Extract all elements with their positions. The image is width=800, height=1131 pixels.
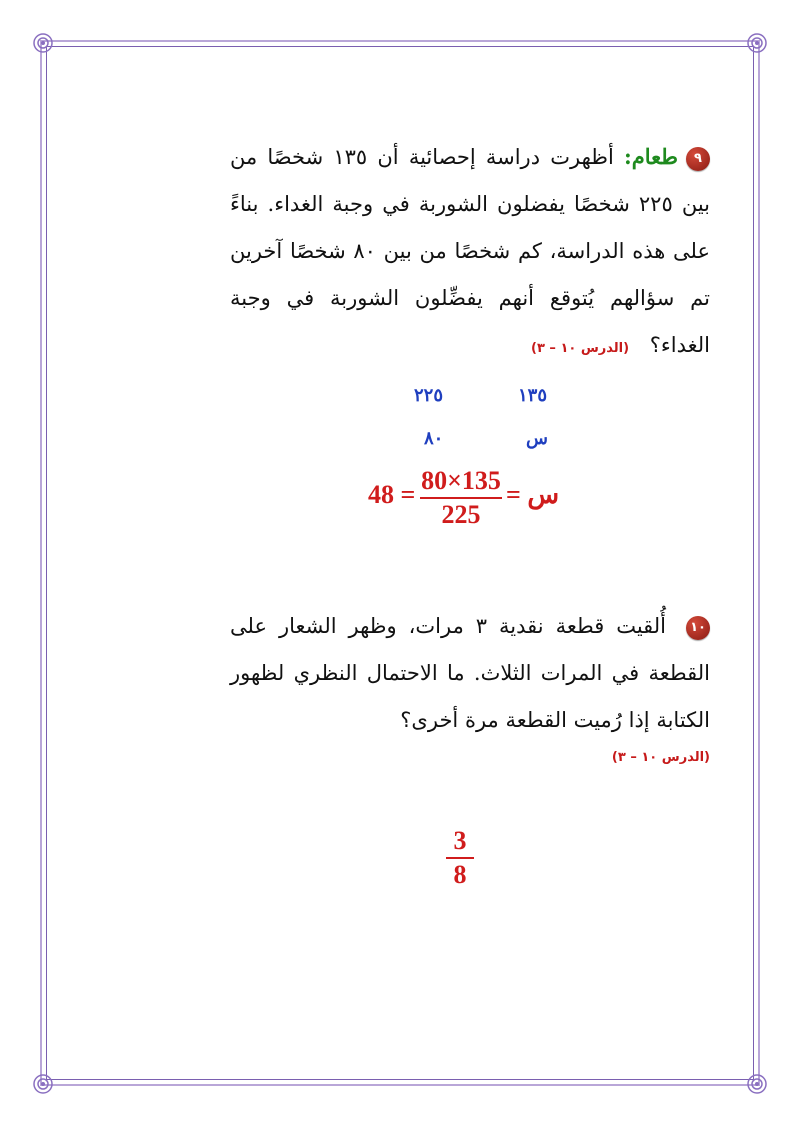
problem-9-text-block [230,133,710,372]
fraction-bar [446,857,474,859]
problem-10 [230,603,710,765]
problem-10-statement: أُلقيت قطعة نقدية ٣ مرات، وظهر الشعار على القطعة في المرات الثلاث. ما الاحتمال النظري لظهور الكتابة إذا رُميت القطعة مرة أخرى؟ [230,614,710,732]
solution-9-variable: = س [506,480,560,509]
problem-number-badge: ١٠ [686,616,710,640]
problem-9 [230,133,710,372]
problem-9-statement: أظهرت دراسة إحصائية أن ١٣٥ شخصًا من بين ٢٢٥ شخصًا يفضلون الشوربة في وجبة الغداء. بناءً على هذه الدراسة، كم شخصًا من بين ٨٠ شخصًا آخرين تم سؤالهم يُتوقع أنهم يفضِّلون الشوربة في وجبة الغداء؟ [230,145,710,357]
solution-9-fraction [420,466,502,530]
solution-9-result: 48 = [368,480,416,509]
fraction-denominator: 8 [453,860,467,889]
lesson-reference-line [230,746,710,765]
problem-number-badge: ٩ [686,147,710,171]
corner-ornament-icon [746,32,768,54]
corner-ornament-icon [32,32,54,54]
corner-ornament-icon [32,1073,54,1095]
lesson-reference: (الدرس ١٠ – ٣) [530,341,630,356]
lesson-reference: (الدرس ١٠ – ٣) [611,750,710,765]
problem-10-text-block [230,603,710,744]
proportion-bottom-left: ٨٠ [424,428,444,449]
fraction-denominator: 225 [441,500,481,529]
proportion-top-right: ١٣٥ [518,385,548,406]
solution-10-fraction [446,826,474,890]
fraction-bar [420,497,502,499]
corner-ornament-icon [746,1073,768,1095]
fraction-numerator: 3 [453,826,467,855]
fraction-numerator: 80×135 [421,466,501,495]
problem-keyword: طعام: [624,144,678,169]
proportion-bottom-right: س [526,428,548,449]
proportion-top-left: ٢٢٥ [414,385,444,406]
